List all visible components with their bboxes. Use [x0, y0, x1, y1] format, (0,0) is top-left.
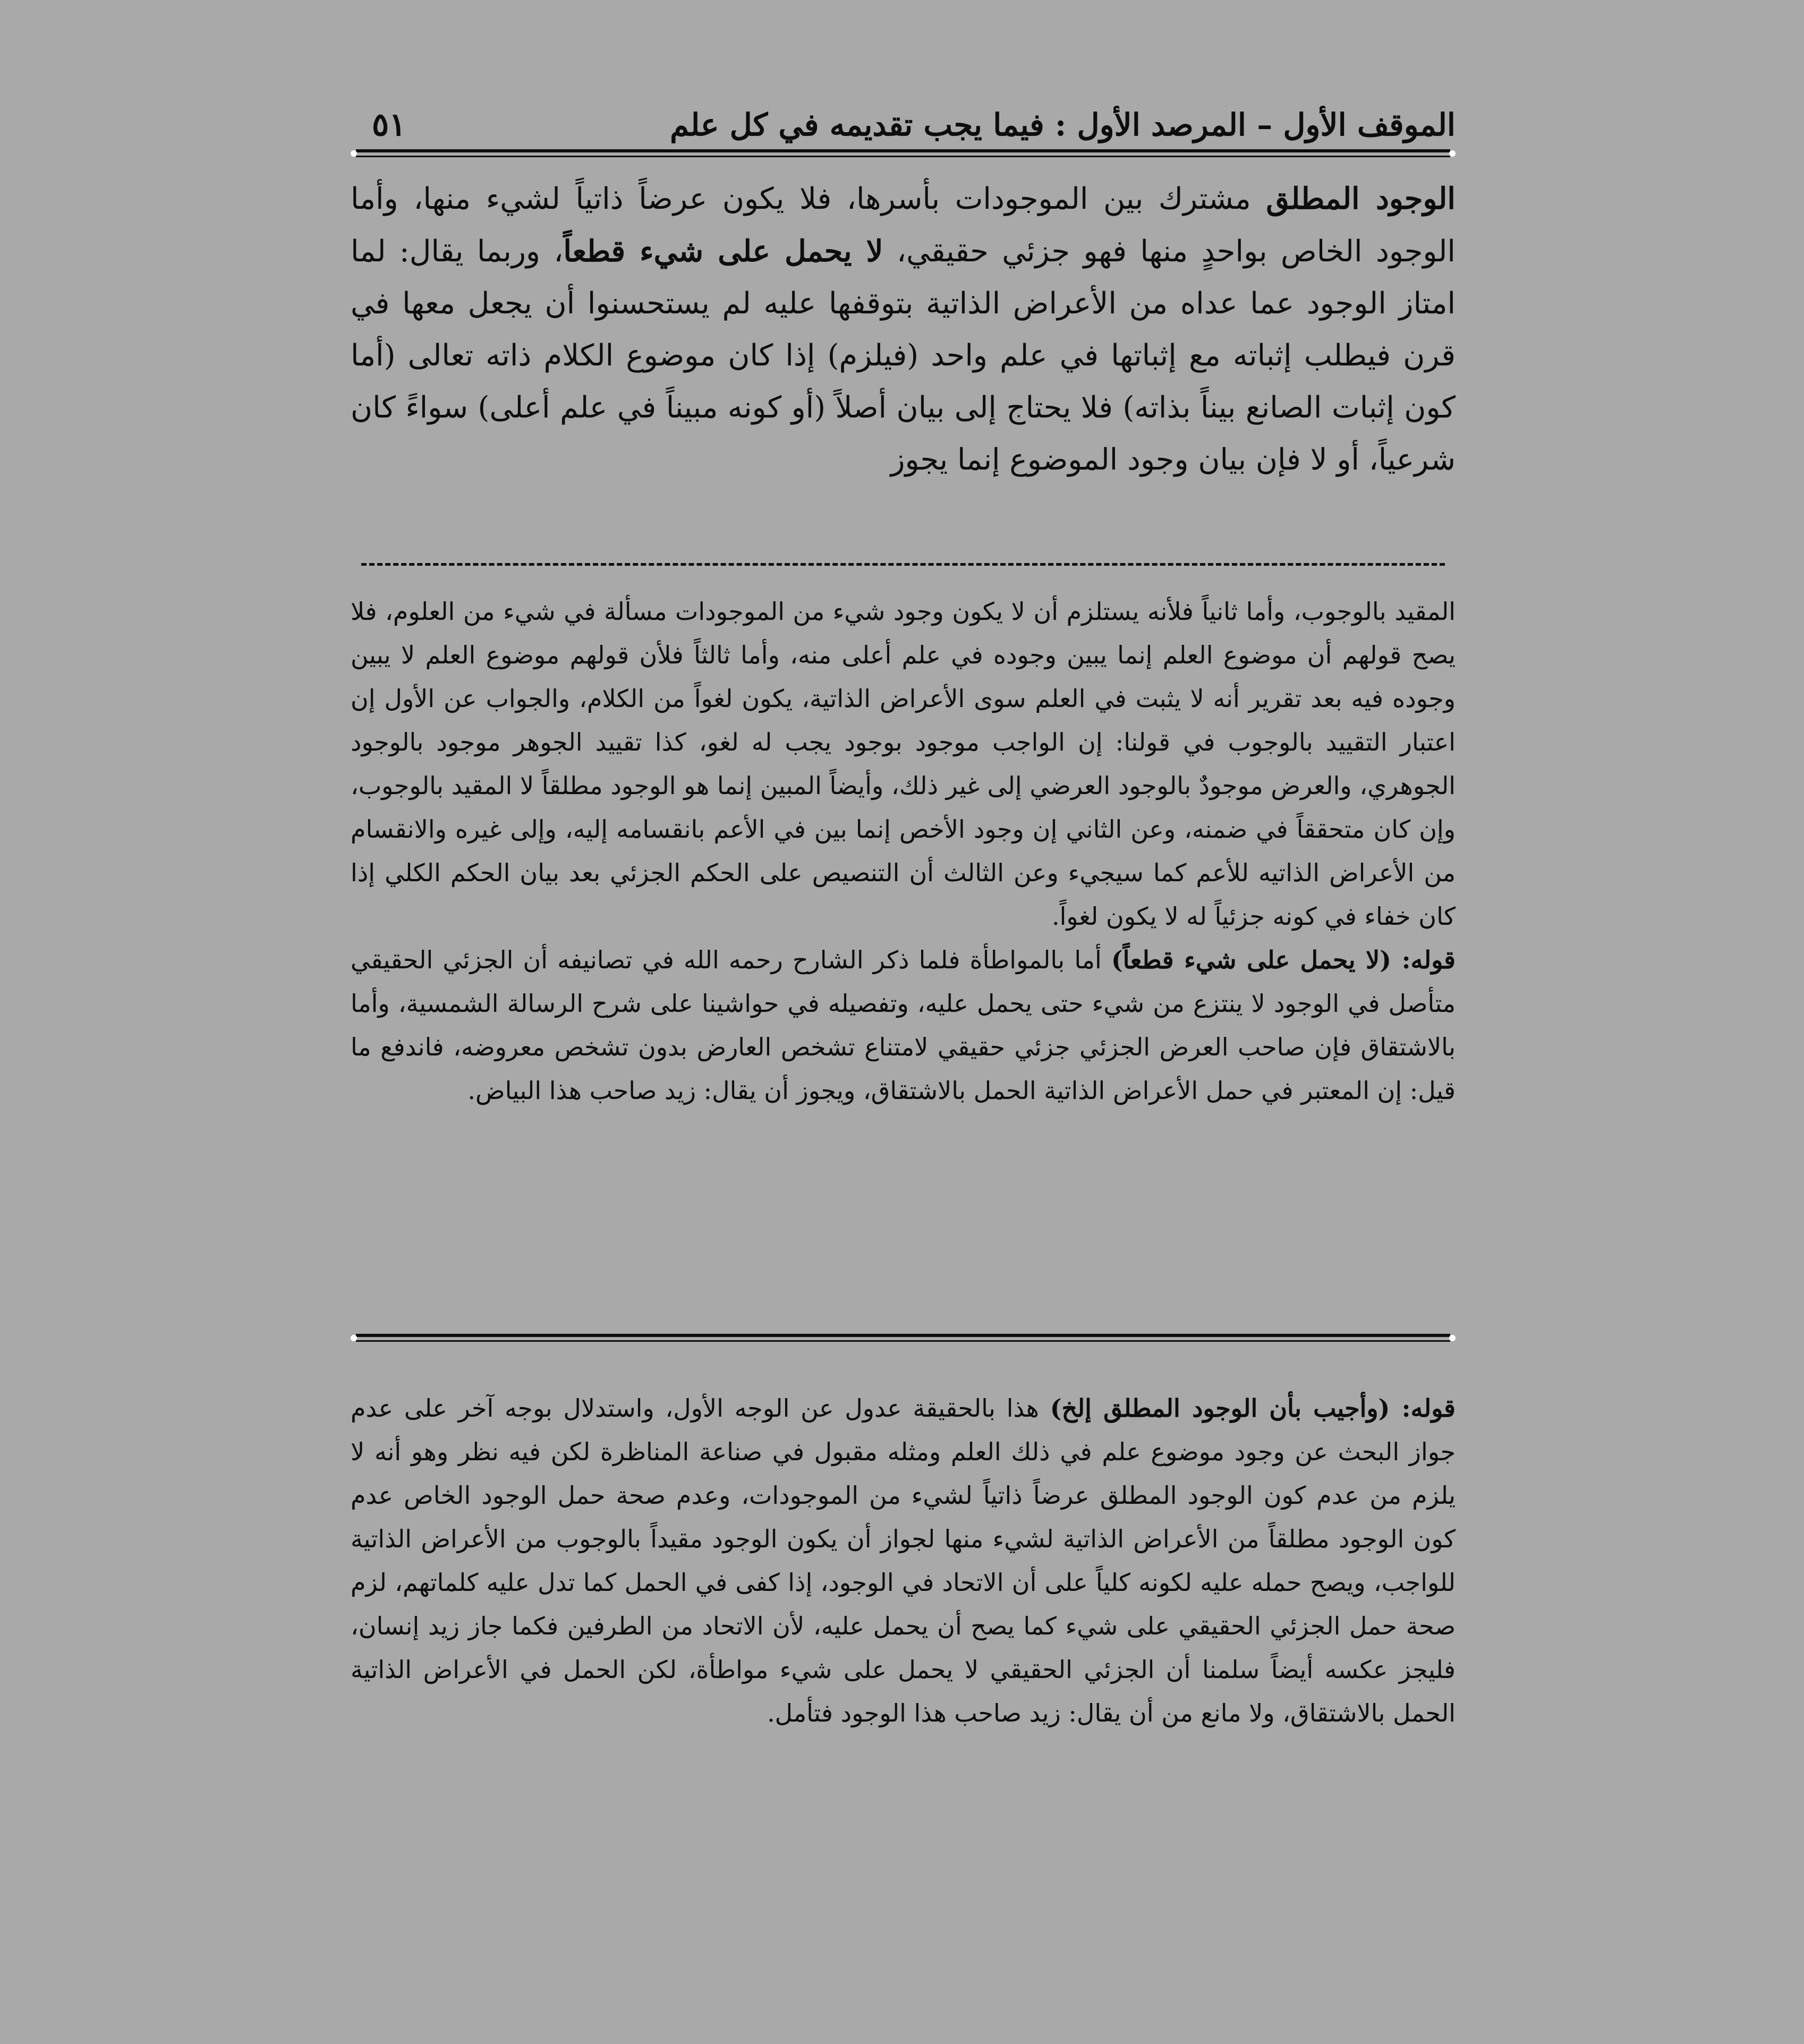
page-header [351, 101, 1456, 149]
commentary-section-1 [351, 590, 1456, 1112]
commentary-lead-1: قوله: [1391, 946, 1456, 974]
commentary-lead-2: قوله: [1390, 1394, 1456, 1423]
page-number: ٥١ [372, 106, 406, 143]
commentary-section-2 [351, 1386, 1456, 1735]
running-title: الموقف الأول – المرصد الأول : فيما يجب تقديمه في كل علم [670, 107, 1456, 143]
section-rule [351, 1331, 1456, 1347]
header-rule [351, 146, 1456, 162]
commentary-paragraph-3 [351, 1386, 1456, 1735]
main-text [351, 173, 1456, 486]
main-paragraph [351, 173, 1456, 486]
commentary-quote-2: (وأجيب بأن الوجود المطلق إلخ) [1050, 1394, 1390, 1423]
main-seg-4: ، وربما يقال: لما امتاز الوجود عما عداه من الأعراض الذاتية بتوقفها عليه لم يستحسنوا أن يجعل معها في قرن فيطلب إثباته مع إثباتها في علم واحد (فيلزم) إذا كان موضوع الكلام ذاته تعالى (أما كون إثبات الصانع بيناً بذاته) فلا يحتاج إلى بيان أصلاً (أو كونه مبيناً في علم أعلى) سواءً كان شرعياً، أو لا فإن بيان وجود الموضوع إنما يجوز [351, 234, 1456, 477]
main-seg-2: مشترك بين الموجودات بأسرها، فلا يكون عرضاً ذاتياً لشيء منها، وأما الوجود الخاص بواحدٍ منها فهو جزئي حقيقي، [351, 182, 1456, 269]
main-bold-1: الوجود المطلق [1266, 181, 1456, 216]
book-page [351, 80, 1456, 1992]
main-bold-2: لا يحمل على شيء قطعاً [563, 234, 883, 269]
commentary-quote-1: (لا يحمل على شيء قطعاً) [1111, 946, 1392, 974]
footnote-separator [361, 563, 1445, 566]
commentary-body-2: هذا بالحقيقة عدول عن الوجه الأول، واستدلال بوجه آخر على عدم جواز البحث عن وجود موضوع علم في ذلك العلم ومثله مقبول في صناعة المناظرة لكن فيه نظر وهو أنه لا يلزم من عدم كون الوجود المطلق عرضاً ذاتياً لشيء من الموجودات، وعدم صحة حمل الوجود الخاص عدم كون الوجود مطلقاً من الأعراض الذاتية لشيء منها لجواز أن يكون الوجود مقيداً بالوجوب من الأعراض الذاتية للواجب، ويصح حمله عليه لكونه كلياً على أن الاتحاد في الوجود، إذا كفى في الحمل كما تدل عليه كلماتهم، لزم صحة حمل الجزئي الحقيقي على شيء كما يصح أن يحمل عليه، لأن الاتحاد من الطرفين فكما جاز زيد إنسان، فليجز عكسه أيضاً سلمنا أن الجزئي الحقيقي لا يحمل على شيء مواطأة، لكن الحمل في الأعراض الذاتية الحمل بالاشتقاق، ولا مانع من أن يقال: زيد صاحب هذا الوجود فتأمل. [351, 1394, 1456, 1727]
commentary-paragraph-2 [351, 938, 1456, 1112]
commentary-body-1: أما بالمواطأة فلما ذكر الشارح رحمه الله في تصانيفه أن الجزئي الحقيقي متأصل في الوجود لا ينتزع من شيء حتى يحمل عليه، وتفصيله في حواشينا على شرح الرسالة الشمسية، وأما بالاشتقاق فإن صاحب العرض الجزئي جزئي حقيقي لامتناع تشخص العارض بدون تشخص معروضه، فاندفع ما قيل: إن المعتبر في حمل الأعراض الذاتية الحمل بالاشتقاق، ويجوز أن يقال: زيد صاحب هذا البياض. [351, 946, 1456, 1105]
commentary-paragraph-1: المقيد بالوجوب، وأما ثانياً فلأنه يستلزم أن لا يكون وجود شيء من الموجودات مسألة في شيء من العلوم، فلا يصح قولهم أن موضوع العلم إنما يبين وجوده في علم أعلى منه، وأما ثالثاً فلأن قولهم موضوع العلم لا يبين وجوده فيه بعد تقرير أنه لا يثبت في العلم سوى الأعراض الذاتية، يكون لغواً من الكلام، والجواب عن الأول إن اعتبار التقييد بالوجوب في قولنا: إن الواجب موجود بوجود يجب له لغو، كذا تقييد الجوهر موجود بالوجود الجوهري، والعرض موجودٌ بالوجود العرضي إلى غير ذلك، وأيضاً المبين إنما هو الوجود مطلقاً لا المقيد بالوجوب، وإن كان متحققاً في ضمنه، وعن الثاني إن وجود الأخص إنما بين في الأعم بانقسامه إليه، وإلى غيره والانقسام من الأعراض الذاتيه للأعم كما سيجيء وعن الثالث أن التنصيص على الحكم الجزئي بعد بيان الحكم الكلي إذا كان خفاء في كونه جزئياً له لا يكون لغواً. [351, 597, 1456, 931]
